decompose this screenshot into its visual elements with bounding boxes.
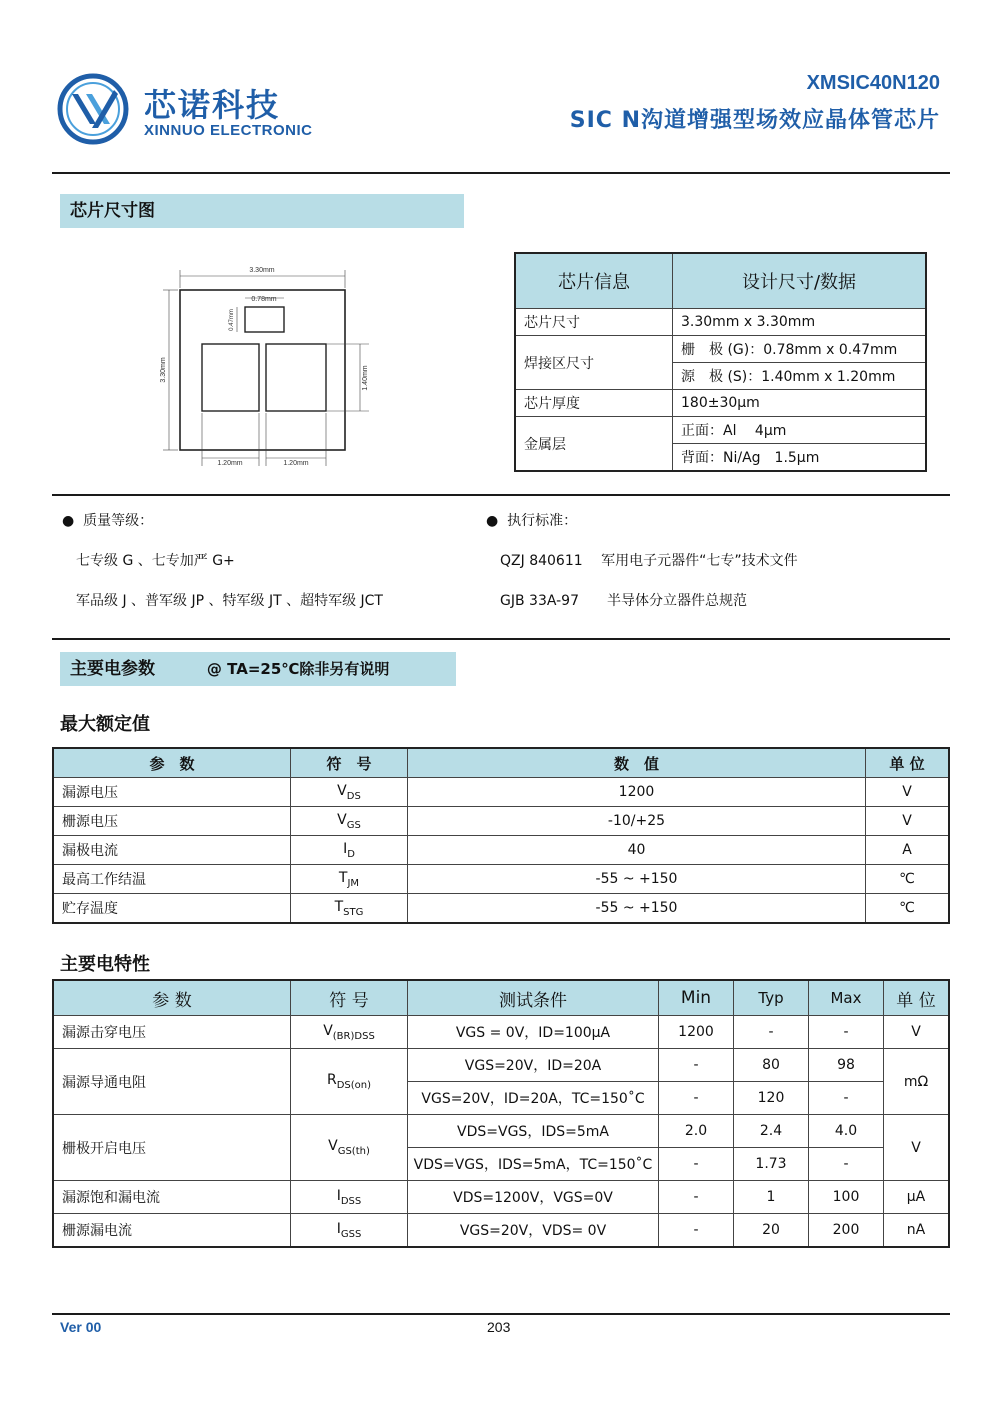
mr-symbol-main: T [334,898,344,915]
ec-max: 4.0 [809,1115,884,1148]
dim-source-height-label: 1.40mm [362,365,369,391]
ec-condition: VDS=1200V，VGS=0V [408,1181,659,1214]
chip-size-label: 芯片尺寸 [515,309,673,336]
mr-symbol [291,778,408,807]
quality-grade-line-1: 七专级 G 、七专加严 G+ [76,553,235,569]
ec-symbol-sub: GS(th) [337,1145,370,1157]
version-label: Ver 00 [60,1319,102,1335]
section-electrical [60,652,456,686]
standards-title-text: 执行标准： [507,513,578,529]
ec-param: 栅极开启电压 [53,1115,291,1181]
dim-gate-width-label: 0.78mm [251,296,277,303]
ec-symbol [291,1214,408,1248]
table-row [53,865,949,894]
mr-symbol-main: I [343,840,348,857]
dim-pad-left-label: 1.20mm [217,460,243,467]
dim-height-label: 3.30mm [160,357,167,383]
ec-max: - [809,1148,884,1181]
table-row [53,1214,949,1248]
ec-condition: VGS = 0V，ID=100μA [408,1016,659,1049]
mr-symbol [291,807,408,836]
ec-typ: 20 [734,1214,809,1248]
dim-width-label: 3.30mm [249,267,275,274]
chip-dimension-diagram [155,262,380,472]
dim-gate-height-label: 0.47mm [229,309,235,331]
chip-table-header-info: 芯片信息 [515,253,673,309]
ec-unit: nA [884,1214,950,1248]
mr-unit: ℃ [866,865,950,894]
ec-typ: 1.73 [734,1148,809,1181]
ec-header-min: Min [659,980,734,1016]
quality-grade-title [62,510,383,530]
section-chip-size: 芯片尺寸图 [60,194,464,228]
table-row [53,1049,949,1082]
ec-param: 漏源击穿电压 [53,1016,291,1049]
metal-layer-label: 金属层 [515,417,673,472]
chip-table-header-data: 设计尺寸/数据 [673,253,927,309]
mr-symbol-sub: DS [346,790,361,802]
ec-condition: VGS=20V，VDS= 0V [408,1214,659,1248]
table-row [53,894,949,924]
mr-symbol [291,865,408,894]
mr-symbol-sub: GS [346,819,361,831]
table-row [53,778,949,807]
mr-value: -55 ~ +150 [408,894,866,924]
mr-symbol-main: V [337,811,347,828]
ec-symbol [291,1115,408,1181]
ec-header-typ: Typ [734,980,809,1016]
gate-pad-value: 栅 极 (G)：0.78mm x 0.47mm [673,336,927,363]
ec-max: 200 [809,1214,884,1248]
ec-symbol-sub: GSS [340,1228,362,1240]
ec-unit: V [884,1115,950,1181]
table-row [53,807,949,836]
front-metal-value: 正面：Al 4μm [673,417,927,444]
ec-header-symbol: 符 号 [291,980,408,1016]
ec-min: 2.0 [659,1115,734,1148]
chip-outline-drawing [155,262,380,472]
header-divider [52,172,950,174]
mr-symbol-main: T [338,869,348,886]
ec-typ: - [734,1016,809,1049]
ec-unit: mΩ [884,1049,950,1115]
ec-typ: 1 [734,1181,809,1214]
quality-grade-title-text: 质量等级： [83,513,154,529]
dim-pad-right-label: 1.20mm [283,460,309,467]
table-row [53,1181,949,1214]
standard-line-1: QZJ 840611 军用电子元器件“七专”技术文件 [500,553,798,569]
mr-value: 1200 [408,778,866,807]
bullet-icon: ● [486,513,508,529]
standards-title [486,510,798,530]
ec-condition: VGS=20V，ID=20A，TC=150˚C [408,1082,659,1115]
max-ratings-title: 最大额定值 [60,714,150,735]
mr-param: 漏极电流 [53,836,291,865]
mr-header-unit: 单 位 [866,748,950,778]
ec-symbol-main: R [326,1072,337,1089]
ec-symbol-sub: DSS [340,1195,362,1207]
chip-section-divider [52,494,950,496]
ec-symbol-main: V [323,1022,333,1039]
page-number: 203 [487,1319,511,1335]
ec-min: - [659,1214,734,1248]
mr-param: 栅源电压 [53,807,291,836]
mr-value: -10/+25 [408,807,866,836]
quality-grade-block [62,510,383,610]
mr-symbol-sub: D [347,848,355,860]
mr-symbol-main: V [337,782,347,799]
characteristics-title: 主要电特性 [60,954,150,975]
ec-symbol-main: I [336,1187,341,1204]
chip-info-table [514,252,927,472]
ec-min: - [659,1148,734,1181]
ec-typ: 2.4 [734,1115,809,1148]
ec-unit: V [884,1016,950,1049]
mr-param: 最高工作结温 [53,865,291,894]
ec-unit: μA [884,1181,950,1214]
quality-section-divider [52,638,950,640]
mr-symbol-sub: STG [343,906,364,918]
ec-symbol-sub: DS(on) [336,1079,372,1091]
ec-symbol-main: I [336,1220,341,1237]
mr-unit: ℃ [866,894,950,924]
mr-value: 40 [408,836,866,865]
ec-header-max: Max [809,980,884,1016]
ec-header-unit: 单 位 [884,980,950,1016]
electrical-section-note: @ TA=25℃除非另有说明 [206,660,390,678]
ec-max: - [809,1082,884,1115]
ec-max: 100 [809,1181,884,1214]
product-description: SIC N沟道增强型场效应晶体管芯片 [569,108,940,133]
ec-param: 漏源导通电阻 [53,1049,291,1115]
ec-symbol-main: V [328,1138,338,1155]
company-logo [56,72,130,146]
ec-max: 98 [809,1049,884,1082]
mr-symbol [291,836,408,865]
standard-line-2: GJB 33A-97 半导体分立器件总规范 [500,593,747,609]
mr-unit: V [866,778,950,807]
max-ratings-table [52,747,950,924]
ec-min: 1200 [659,1016,734,1049]
ec-min: - [659,1181,734,1214]
chip-thickness-value: 180±30μm [673,390,927,417]
ec-header-condition: 测试条件 [408,980,659,1016]
mr-unit: V [866,807,950,836]
chip-thickness-label: 芯片厚度 [515,390,673,417]
ec-min: - [659,1082,734,1115]
ec-condition: VDS=VGS，IDS=5mA，TC=150˚C [408,1148,659,1181]
ec-typ: 80 [734,1049,809,1082]
ec-param: 漏源饱和漏电流 [53,1181,291,1214]
mr-param: 贮存温度 [53,894,291,924]
ec-condition: VGS=20V，ID=20A [408,1049,659,1082]
pad-size-label: 焊接区尺寸 [515,336,673,390]
mr-symbol-sub: JM [347,877,360,889]
ec-header-param: 参 数 [53,980,291,1016]
ec-symbol-sub: (BR)DSS [332,1030,375,1042]
bullet-icon: ● [62,513,84,529]
mr-symbol [291,894,408,924]
table-row [53,1115,949,1148]
back-metal-value: 背面：Ni/Ag 1.5μm [673,444,927,472]
mr-header-symbol: 符 号 [291,748,408,778]
logo-name-en: XINNUO ELECTRONIC [144,122,313,139]
table-row [53,1016,949,1049]
footer-divider [52,1313,950,1315]
standards-block [486,510,798,610]
mr-value: -55 ~ +150 [408,865,866,894]
source-pad-value: 源 极 (S)：1.40mm x 1.20mm [673,363,927,390]
part-number: XMSIC40N120 [806,72,940,94]
ec-condition: VDS=VGS，IDS=5mA [408,1115,659,1148]
mr-header-param: 参 数 [53,748,291,778]
table-row [53,836,949,865]
logo-emblem-icon [56,72,130,146]
ec-symbol [291,1016,408,1049]
ec-min: - [659,1049,734,1082]
logo-name-cn: 芯诺科技 [144,86,281,124]
electrical-section-title: 主要电参数 [70,659,155,679]
mr-param: 漏源电压 [53,778,291,807]
characteristics-table [52,979,950,1248]
ec-typ: 120 [734,1082,809,1115]
ec-max: - [809,1016,884,1049]
ec-symbol [291,1181,408,1214]
ec-symbol [291,1049,408,1115]
mr-header-value: 数 值 [408,748,866,778]
mr-unit: A [866,836,950,865]
chip-size-value: 3.30mm x 3.30mm [673,309,927,336]
ec-param: 栅源漏电流 [53,1214,291,1248]
quality-grade-line-2: 军品级 J 、普军级 JP 、特军级 JT 、超特军级 JCT [76,593,383,609]
